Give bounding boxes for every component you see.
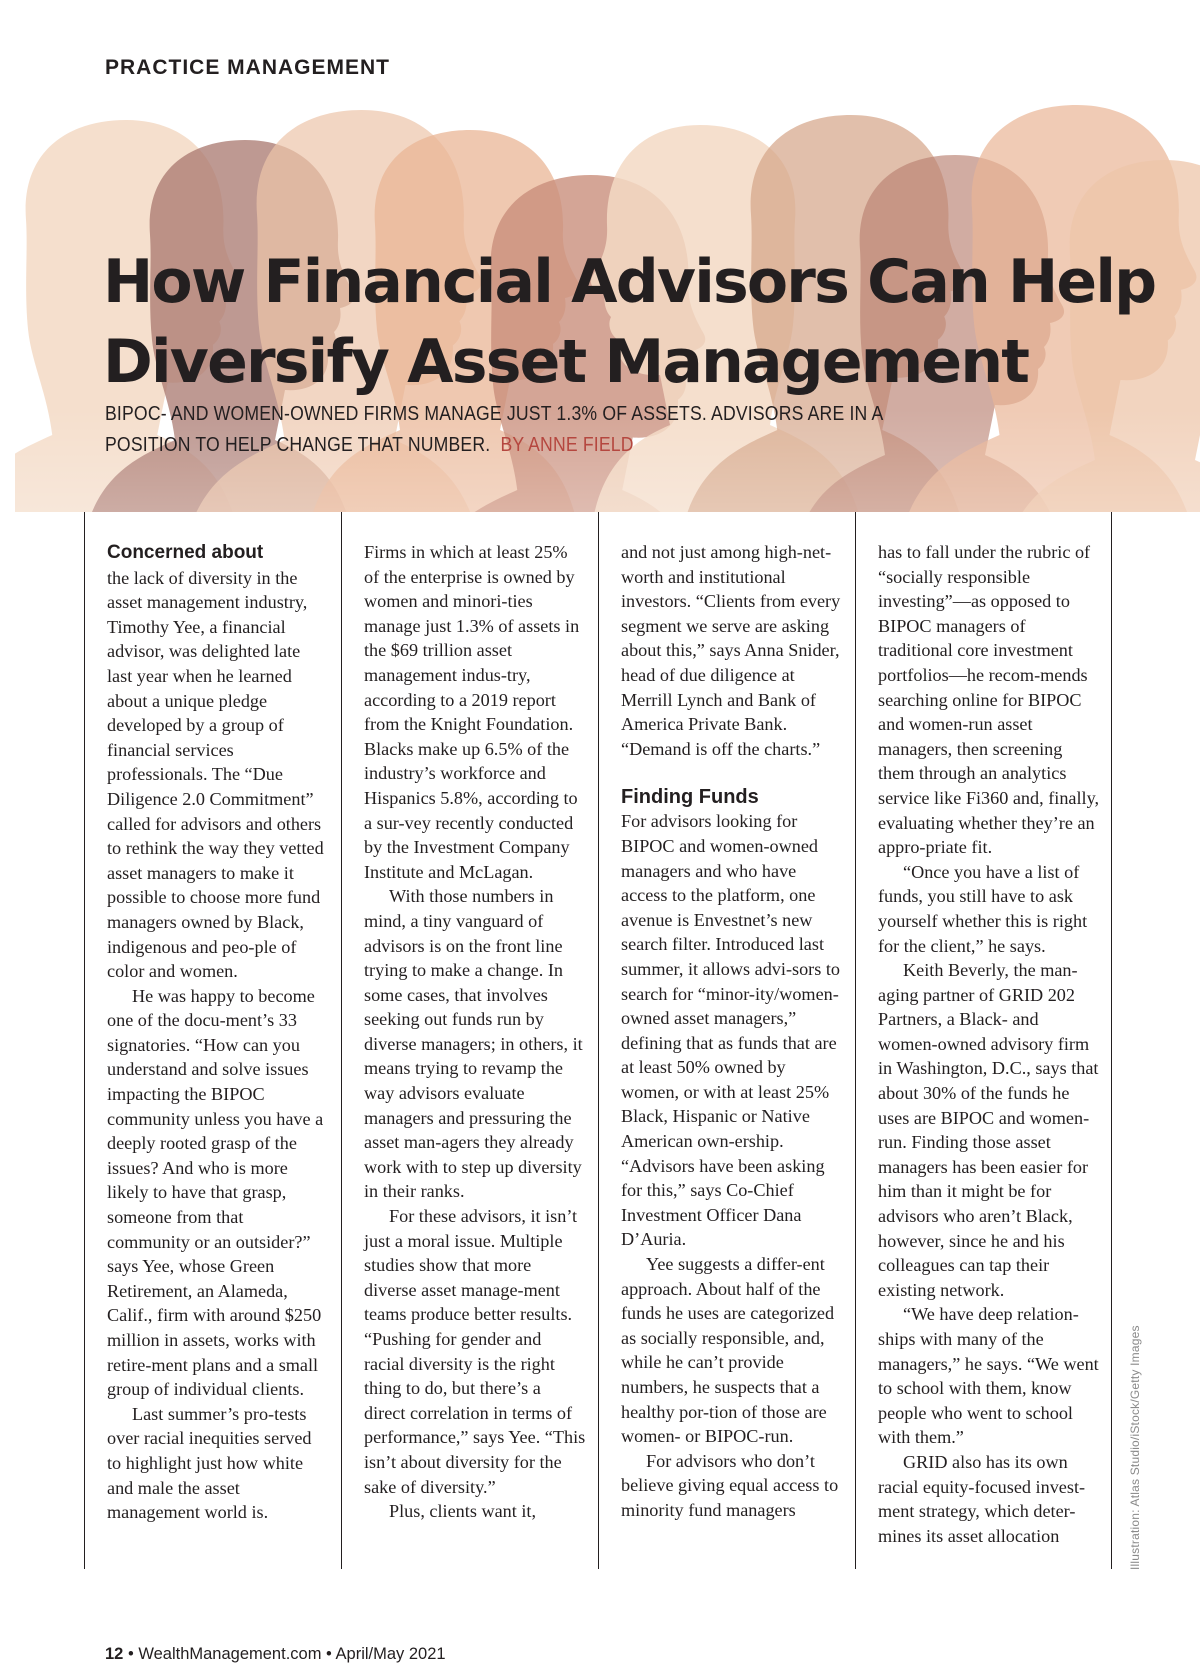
headline (103, 242, 1163, 402)
page-number: 12 (105, 1645, 124, 1663)
page-footer (105, 1645, 446, 1664)
article-paragraph: has to fall under the rubric of “socially responsible investing”—as opposed to BIPOC managers of traditional core investment portfolios—he recom-mends searching online for BIPOC and women-run asset managers, then screening them through an analytics service like Fi360 and, finally, evaluating whether they’re an appro-priate fit. (878, 542, 1100, 858)
article-paragraph: “Once you have a list of funds, you still have to ask yourself whether this is right for the client,” he says. (878, 861, 1088, 956)
footer-site: WealthManagement.com (138, 1645, 322, 1663)
footer-separator: • (127, 1645, 134, 1663)
dek (105, 398, 965, 460)
article-paragraph: Keith Beverly, the man-aging partner of GRID 202 Partners, a Black- and women-owned advisory firm in Washington, D.C., says that about 30% of the funds he uses are BIPOC and women-run. Finding those asset managers has been easier for him than it might be for advisors who aren’t Black, however, since he and his colleagues can tap their existing network. (878, 960, 1099, 1300)
lead-in: Concerned about (107, 542, 264, 563)
column-rule-left (84, 512, 85, 1569)
headline-line-1: How Financial Advisors Can Help (103, 247, 1156, 317)
article-paragraph: and not just among high-net-worth and institutional investors. “Clients from every segment we serve are asking about this,” says Anna Snider, head of due diligence at Merrill Lynch and Bank of America Private Bank. “Demand is off the charts.” (621, 542, 841, 759)
article-paragraph: Last summer’s pro-tests over racial inequities served to highlight just how white and male the asset management world is. (107, 1403, 312, 1523)
headline-line-2: Diversify Asset Management (103, 327, 1029, 397)
article-column-1 (107, 540, 329, 1525)
subhead: Finding Funds (621, 786, 759, 809)
article-paragraph: “We have deep relation-ships with many of the managers,” he says. “We went to school with them, know people who went to school with them.” (878, 1304, 1099, 1448)
footer-issue: April/May 2021 (335, 1645, 446, 1663)
article-column-2 (364, 540, 586, 1524)
article-paragraph (107, 540, 329, 984)
column-rule-right (1111, 512, 1112, 1569)
article-paragraph: Yee suggests a differ-ent approach. About half of the funds he uses are categorized as socially responsible, and, while he can’t provide numbers, he suspects that a healthy por-tion of those are women- or BIPOC-run. (621, 1254, 835, 1447)
dek-text: BIPOC- AND WOMEN-OWNED FIRMS MANAGE JUST 1.3% OF ASSETS. ADVISORS ARE IN A POSITION TO HELP CHANGE THAT NUMBER. (105, 402, 883, 456)
article-paragraph: For advisors who don’t believe giving equal access to minority fund managers (621, 1450, 839, 1520)
footer-separator: • (326, 1645, 332, 1663)
article-paragraph: For these advisors, it isn’t just a moral issue. Multiple studies show that more diverse asset manage-ment teams produce better results. “Pushing for gender and racial diversity is the right thing to do, but there’s a direct correlation in terms of performance,” says Yee. “This isn’t about diversity for the sake of diversity.” (364, 1206, 586, 1497)
article-paragraph: For advisors looking for BIPOC and women-owned managers and who have access to the platform, one avenue is Envestnet’s new search filter. Introduced last summer, it allows advi-sors to search for “minor-ity/women-owned asset managers,” defining that as funds that are at least 50% owned by women, or with at least 25% Black, Hispanic or Native American own-ership. “Advisors have been asking for this,” says Co-Chief Investment Officer Dana D’Auria. (621, 811, 841, 1250)
article-paragraph: GRID also has its own racial equity-focused invest-ment strategy, which deter-mines its asset allocation (878, 1451, 1086, 1546)
article-column-4 (878, 540, 1100, 1548)
article-paragraph: Firms in which at least 25% of the enterprise is owned by women and minori-ties manage just 1.3% of assets in the $69 trillion asset management indus-try, according to a 2019 report from the Knight Foundation. Blacks make up 6.5% of the industry’s workforce and Hispanics 5.8%, according to a sur-vey recently conducted by the Investment Company Institute and McLagan. (364, 542, 580, 882)
section-label: PRACTICE MANAGEMENT (105, 56, 390, 79)
column-rule (598, 512, 599, 1569)
photo-credit: Illustration: Atlas Studio/iStock/Getty Images (1128, 1325, 1142, 1570)
byline: BY ANNE FIELD (500, 433, 634, 456)
article-paragraph: He was happy to become one of the docu-ment’s 33 signatories. “How can you understand and solve issues impacting the BIPOC community unless you have a deeply rooted grasp of the issues? And who is more likely to have that grasp, someone from that community or an outsider?” says Yee, whose Green Retirement, an Alameda, Calif., firm with around $250 million in assets, works with retire-ment plans and a small group of individual clients. (107, 985, 324, 1400)
column-rule (341, 512, 342, 1569)
column-rule (855, 512, 856, 1569)
article-column-3 (621, 540, 843, 1523)
article-paragraph: With those numbers in mind, a tiny vanguard of advisors is on the front line trying to make a change. In some cases, that involves seeking out funds run by diverse managers; in others, it means trying to revamp the way advisors evaluate managers and pressuring the asset man-agers they already work with to step up diversity in their ranks. (364, 886, 583, 1202)
article-paragraph: Plus, clients want it, (389, 1501, 537, 1522)
paragraph-text: the lack of diversity in the asset management industry, Timothy Yee, a financial advisor, was delighted late last year when he learned about a unique pledge developed by a group of financial services professionals. The “Due Diligence 2.0 Commitment” called for advisors and others to rethink the way they vetted asset managers to make it possible to choose more fund managers owned by Black, indigenous and peo-ple of color and women. (107, 567, 324, 982)
